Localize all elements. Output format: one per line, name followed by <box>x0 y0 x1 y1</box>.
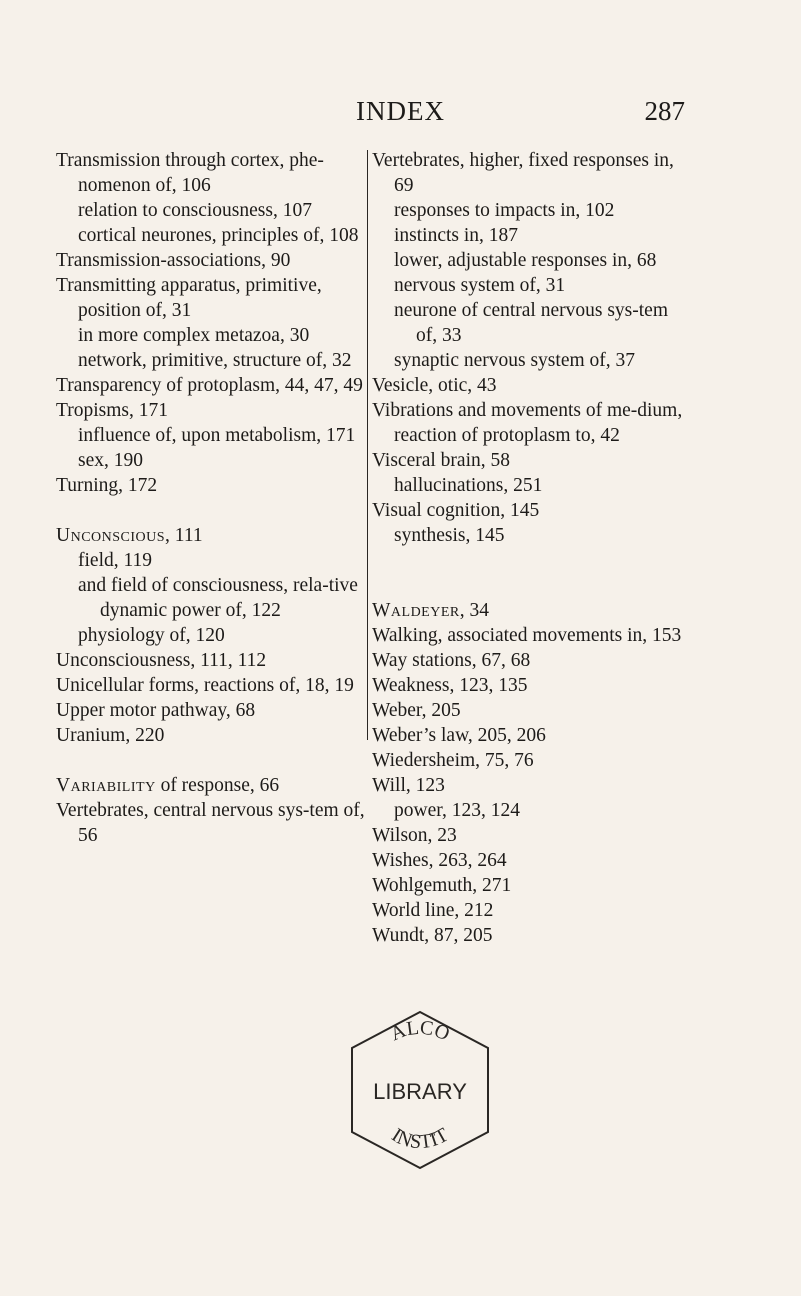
index-entry-text: Tropisms, 171 <box>56 400 168 421</box>
index-heading-smallcaps: Variability <box>56 775 156 796</box>
index-subentry <box>56 548 366 573</box>
column-divider <box>367 150 368 740</box>
index-entry <box>56 398 366 423</box>
section-spacer <box>372 573 690 598</box>
index-entry-text: , 34 <box>459 600 489 621</box>
index-entry <box>56 698 366 723</box>
index-entry <box>56 473 366 498</box>
index-heading-smallcaps: Waldeyer <box>372 600 460 621</box>
index-subentry <box>372 298 690 348</box>
index-subentry <box>372 273 690 298</box>
index-entry-text: Upper motor pathway, 68 <box>56 700 256 721</box>
index-entry-text: sex, 190 <box>78 450 143 471</box>
index-subentry <box>372 523 690 548</box>
index-entry-text: lower, adjustable responses in, 68 <box>394 250 657 271</box>
index-column-right <box>372 148 690 948</box>
index-subentry <box>56 323 366 348</box>
page-header <box>0 96 801 136</box>
index-subentry <box>56 198 366 223</box>
index-entry-text: Way stations, 67, 68 <box>372 650 531 671</box>
index-subentry <box>372 473 690 498</box>
index-entry-text: Vertebrates, higher, fixed responses in, 69 <box>372 150 674 196</box>
index-entry-text: Weber, 205 <box>372 700 461 721</box>
index-entry <box>372 773 690 798</box>
index-entry <box>56 523 366 548</box>
index-entry <box>56 798 366 848</box>
index-entry-text: Unicellular forms, reactions of, 18, 19 <box>56 675 354 696</box>
index-entry <box>372 923 690 948</box>
index-entry-text: , 111 <box>165 525 203 546</box>
page-number: 287 <box>644 96 685 126</box>
index-entry-text: Will, 123 <box>372 775 445 796</box>
index-entry <box>372 448 690 473</box>
index-column-left <box>56 148 366 848</box>
index-entry-text: responses to impacts in, 102 <box>394 200 615 221</box>
index-entry-text: World line, 212 <box>372 900 494 921</box>
index-subentry <box>372 798 690 823</box>
index-entry-text: Visual cognition, 145 <box>372 500 540 521</box>
index-subentry <box>56 348 366 373</box>
index-entry <box>372 648 690 673</box>
index-entry-text: power, 123, 124 <box>394 800 520 821</box>
index-entry <box>372 723 690 748</box>
index-entry <box>56 673 366 698</box>
index-entry-text: Weakness, 123, 135 <box>372 675 528 696</box>
index-entry-text: Wishes, 263, 264 <box>372 850 507 871</box>
index-entry-text: hallucinations, 251 <box>394 475 543 496</box>
index-entry <box>56 723 366 748</box>
index-entry-text: Vesicle, otic, 43 <box>372 375 497 396</box>
index-entry-text: instincts in, 187 <box>394 225 519 246</box>
index-entry-text: Wundt, 87, 205 <box>372 925 493 946</box>
index-entry <box>372 498 690 523</box>
index-heading-smallcaps: Unconscious <box>56 525 166 546</box>
index-entry-text: Visceral brain, 58 <box>372 450 510 471</box>
index-entry <box>372 598 690 623</box>
index-subentry <box>56 623 366 648</box>
index-entry <box>56 148 366 198</box>
index-entry-text: nervous system of, 31 <box>394 275 566 296</box>
index-entry <box>372 623 690 648</box>
index-entry <box>56 773 366 798</box>
index-entry-text: physiology of, 120 <box>78 625 225 646</box>
index-entry-text: Wiedersheim, 75, 76 <box>372 750 534 771</box>
index-entry <box>372 398 690 448</box>
index-entry-text: influence of, upon metabolism, 171 <box>78 425 356 446</box>
index-entry-text: neurone of central nervous sys-tem of, 33 <box>394 300 668 346</box>
index-entry-text: synaptic nervous system of, 37 <box>394 350 636 371</box>
index-entry <box>372 698 690 723</box>
index-entry-text: Uranium, 220 <box>56 725 165 746</box>
index-subentry <box>372 198 690 223</box>
index-entry <box>372 673 690 698</box>
stamp-ring-text-top: ALCO <box>387 1016 453 1046</box>
index-entry-text: Wilson, 23 <box>372 825 457 846</box>
index-entry-text: network, primitive, structure of, 32 <box>78 350 352 371</box>
stamp-ring-text-bottom: INSTIT <box>387 1123 453 1154</box>
index-entry-text: field, 119 <box>78 550 153 571</box>
index-entry <box>56 648 366 673</box>
index-entry-text: Unconsciousness, 111, 112 <box>56 650 267 671</box>
page-title: INDEX <box>356 96 445 126</box>
index-subentry <box>56 423 366 448</box>
index-entry-text: synthesis, 145 <box>394 525 505 546</box>
index-subentry <box>56 573 366 623</box>
index-subentry <box>56 448 366 473</box>
index-entry-text: in more complex metazoa, 30 <box>78 325 310 346</box>
index-entry-text: Wohlgemuth, 271 <box>372 875 512 896</box>
section-spacer <box>56 748 366 773</box>
stamp-center-text: LIBRARY <box>373 1079 467 1104</box>
index-entry <box>372 848 690 873</box>
index-entry-text: of response, 66 <box>155 775 280 796</box>
index-entry <box>372 898 690 923</box>
index-entry-text: Transparency of protoplasm, 44, 47, 49 <box>56 375 363 396</box>
index-entry-text: cortical neurones, principles of, 108 <box>78 225 359 246</box>
index-entry-text: Transmission through cortex, phe-nomenon of, 106 <box>56 150 324 196</box>
index-entry-text: Transmitting apparatus, primitive, position of, 31 <box>56 275 322 321</box>
index-entry <box>372 748 690 773</box>
index-subentry <box>372 348 690 373</box>
index-entry <box>56 373 366 398</box>
index-entry-text: relation to consciousness, 107 <box>78 200 312 221</box>
index-entry-text: Vertebrates, central nervous sys-tem of, 56 <box>56 800 365 846</box>
index-entry <box>372 373 690 398</box>
library-stamp <box>330 1000 510 1180</box>
index-entry-text: Transmission-associations, 90 <box>56 250 291 271</box>
index-entry <box>372 823 690 848</box>
index-entry <box>372 873 690 898</box>
section-spacer <box>56 498 366 523</box>
index-entry <box>56 248 366 273</box>
index-entry <box>372 148 690 198</box>
index-entry-text: Vibrations and movements of me-dium, reaction of protoplasm to, 42 <box>372 400 683 446</box>
index-entry-text: and field of consciousness, rela-tive dynamic power of, 122 <box>78 575 358 621</box>
index-entry-text: Turning, 172 <box>56 475 158 496</box>
index-subentry <box>56 223 366 248</box>
index-entry-text: Walking, associated movements in, 153 <box>372 625 682 646</box>
index-entry-text: Weber’s law, 205, 206 <box>372 725 546 746</box>
index-subentry <box>372 223 690 248</box>
index-entry <box>56 273 366 323</box>
section-spacer <box>372 548 690 573</box>
index-subentry <box>372 248 690 273</box>
